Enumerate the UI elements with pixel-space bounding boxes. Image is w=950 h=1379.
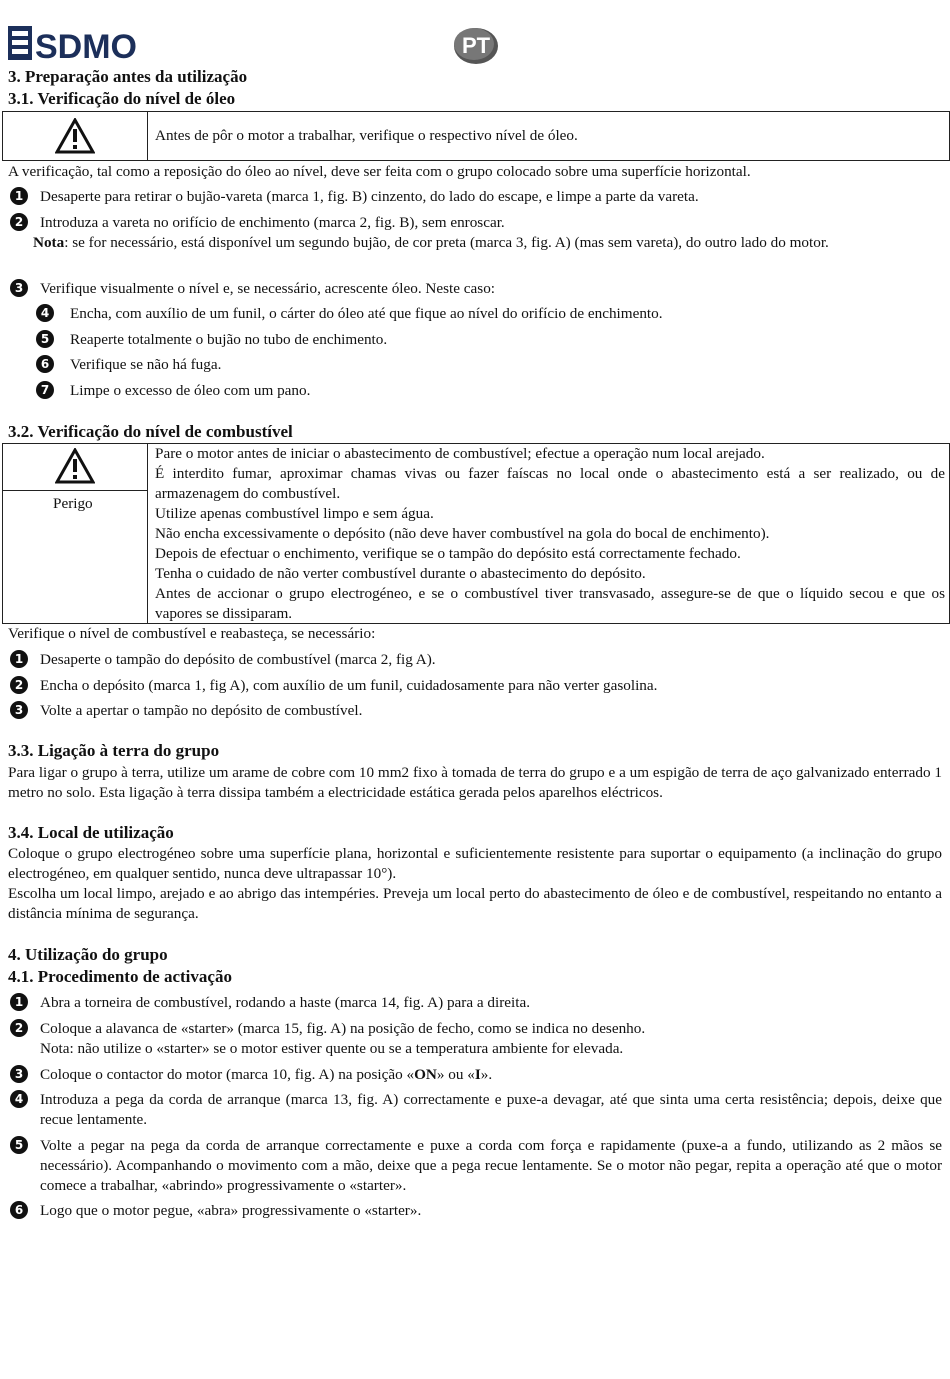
oil-note: Nota: se for necessário, está disponível um segundo bujão, de cor preta (marca 3, fig. A) (mas sem vareta), do outro lado do motor.	[33, 234, 829, 251]
step-number: 6	[36, 355, 54, 373]
step-number: 5	[36, 330, 54, 348]
location-text-1: Coloque o grupo electrogéneo sobre uma superfície plana, horizontal e suficientemente resistente para suportar o equipamento (a inclinação do grupo electrogéneo, em qualquer sentido, nunca deve ultrapassar 10°).	[8, 845, 942, 882]
oil-warning-box	[2, 111, 950, 161]
danger-label: Perigo	[53, 495, 93, 512]
step-number: 7	[36, 381, 54, 399]
list-item: 3 Volte a apertar o tampão no depósito de combustível.	[8, 701, 942, 721]
list-item: 3 Coloque o contactor do motor (marca 10, fig. A) na posição «ON» ou «I».	[8, 1065, 942, 1085]
step-number: 1	[10, 187, 28, 205]
list-item: 5 Reaperte totalmente o bujão no tubo de enchimento.	[8, 330, 942, 350]
step-number: 4	[10, 1090, 28, 1108]
step-number: 3	[10, 279, 28, 297]
step-number: 6	[10, 1201, 28, 1219]
step-number: 1	[10, 993, 28, 1011]
list-item: 7 Limpe o excesso de óleo com um pano.	[8, 381, 942, 401]
list-item: 4 Introduza a pega da corda de arranque (marca 13, fig. A) correctamente e puxe-a devagar, até que sinta uma certa resistência; depois, deixe que recue lentamente.	[8, 1090, 942, 1130]
brand-text: SDMO	[35, 28, 137, 66]
list-item: 2 Introduza a vareta no orifício de enchimento (marca 2, fig. B), sem enroscar.	[8, 213, 942, 233]
list-item: 1 Desaperte o tampão do depósito de combustível (marca 2, fig A).	[8, 650, 942, 670]
step-number: 4	[36, 304, 54, 322]
warning-icon	[55, 448, 95, 484]
warning-icon-cell	[3, 112, 148, 160]
oil-warning-text: Antes de pôr o motor a trabalhar, verifique o respectivo nível de óleo.	[155, 127, 578, 144]
list-item: 1 Desaperte para retirar o bujão-vareta (marca 1, fig. B) cinzento, do lado do escape, e limpe a parte da vareta.	[8, 187, 942, 207]
list-item: 2 Coloque a alavanca de «starter» (marca 15, fig. A) na posição de fecho, como se indica no desenho. Nota: não utilize o «starter» se o motor estiver quente ou se a temperatura ambiente for elevada.	[8, 1019, 942, 1059]
fuel-intro: Verifique o nível de combustível e reabasteça, se necessário:	[8, 625, 376, 642]
sdmo-logo	[8, 20, 148, 66]
svg-text:PT: PT	[461, 33, 491, 58]
danger-text: Pare o motor antes de iniciar o abastecimento de combustível; efectue a operação num local arejado. É interdito fumar, aproximar chamas vivas ou fazer faíscas no local onde o abastecimento está a ser realizado, ou de armazenagem do combustível. Utilize apenas combustível limpo e sem água. Não encha excessivamente o depósito (não deve haver combustível na gola do bocal de enchimento). Depois de efectuar o enchimento, verifique se o tampão do depósito está correctamente fechado. Tenha o cuidado de não verter combustível durante o abastecimento do depósito. Antes de accionar o grupo electrogéneo, e se o combustível tiver transvasado, assegure-se de que o líquido secou e que os vapores se dissiparam.	[155, 445, 945, 622]
grounding-text: Para ligar o grupo à terra, utilize um arame de cobre com 10 mm2 fixo à tomada de terra do grupo e a um espigão de terra de aço galvanizado enterrado 1 metro no solo. Esta ligação à terra dissipa também a electricidade estática gerada pelos aparelhos eléctricos.	[8, 764, 942, 801]
section-3-2-title: 3.2. Verificação do nível de combustível	[8, 422, 293, 441]
danger-box	[2, 443, 950, 624]
section-3-1-title: 3.1. Verificação do nível de óleo	[8, 89, 236, 108]
section-3-title: 3. Preparação antes da utilização	[8, 67, 248, 86]
section-4-1-title: 4.1. Procedimento de activação	[8, 967, 232, 986]
step-number: 2	[10, 1019, 28, 1037]
section-3-4-title: 3.4. Local de utilização	[8, 823, 174, 842]
step-number: 2	[10, 213, 28, 231]
list-item: 2 Encha o depósito (marca 1, fig A), com auxílio de um funil, cuidadosamente para não verter gasolina.	[8, 676, 942, 696]
step-number: 1	[10, 650, 28, 668]
oil-intro: A verificação, tal como a reposição do óleo ao nível, deve ser feita com o grupo colocado sobre uma superfície horizontal.	[8, 163, 751, 180]
section-3-3-title: 3.3. Ligação à terra do grupo	[8, 741, 220, 760]
danger-icon-cell	[3, 444, 148, 623]
list-item: 5 Volte a pegar na pega da corda de arranque correctamente e puxe a corda com força e rapidamente (puxe-a a fundo, utilizando as 2 mãos se necessário). Acompanhando o movimento com a mão, deixe que a pega recue lentamente. Se o motor não pegar, repita a operação até que o motor comece a trabalhar, «abrindo» progressivamente o «starter».	[8, 1136, 942, 1196]
location-text-2: Escolha um local limpo, arejado e ao abrigo das intempéries. Preveja um local perto do abastecimento de óleo e de combustível, respeitando no entanto a distância mínima de segurança.	[8, 885, 942, 922]
list-item: 6 Logo que o motor pegue, «abra» progressivamente o «starter».	[8, 1201, 942, 1221]
language-badge	[452, 26, 500, 66]
step-number: 3	[10, 701, 28, 719]
warning-icon	[55, 118, 95, 154]
step-number: 5	[10, 1136, 28, 1154]
list-item: 6 Verifique se não há fuga.	[8, 355, 942, 375]
step-number: 3	[10, 1065, 28, 1083]
list-item: 3 Verifique visualmente o nível e, se necessário, acrescente óleo. Neste caso:	[8, 279, 942, 299]
list-item: 1 Abra a torneira de combustível, rodando a haste (marca 14, fig. A) para a direita.	[8, 993, 942, 1013]
step-number: 2	[10, 676, 28, 694]
list-item: 4 Encha, com auxílio de um funil, o cárter do óleo até que fique ao nível do orifício de enchimento.	[8, 304, 942, 324]
section-4-title: 4. Utilização do grupo	[8, 945, 168, 964]
